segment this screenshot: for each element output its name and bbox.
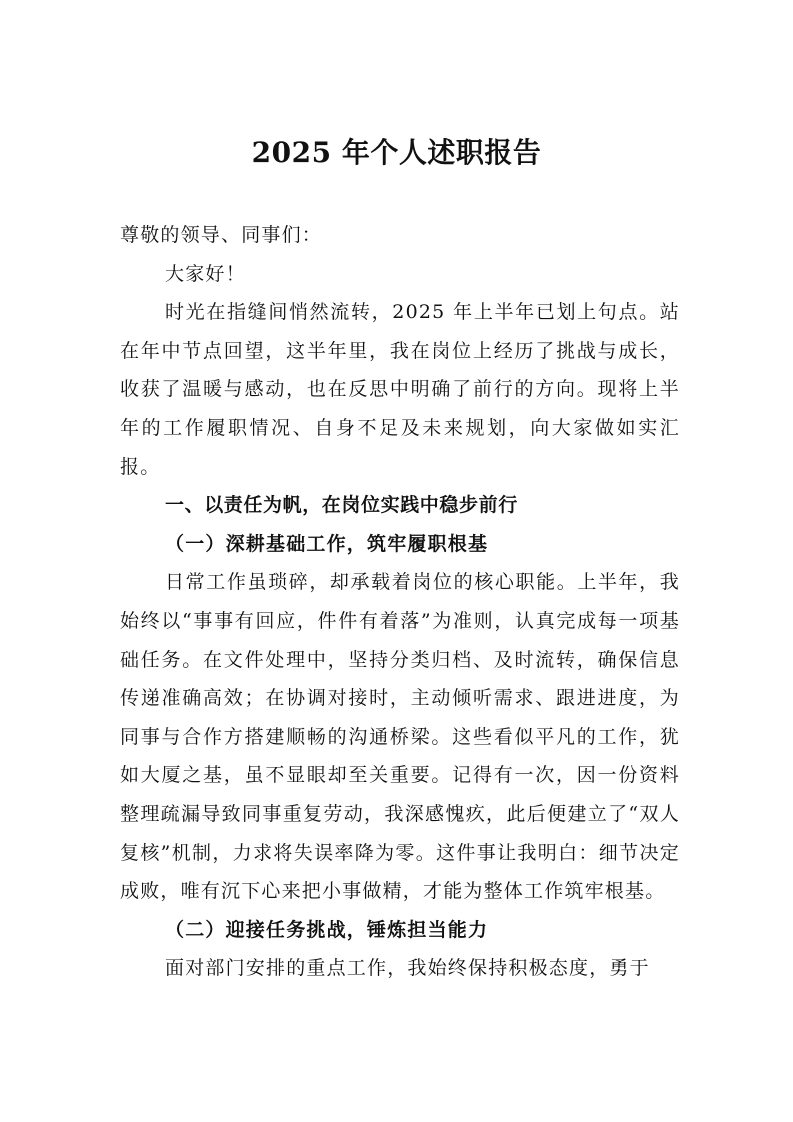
page-title: 2025 年个人述职报告 xyxy=(251,136,542,169)
subsection-2-paragraph: 面对部门安排的重点工作，我始终保持积极态度，勇于 xyxy=(165,957,650,980)
subsection-heading-1: （一）深耕基础工作，筑牢履职根基 xyxy=(165,532,489,555)
intro-paragraph: 时光在指缝间悄然流转，2025 年上半年已划上句点。站在年中节点回望，这半年里，我在岗位上经历了挑战与成长，收获了温暖与感动，也在反思中明确了前行的方向。现将上半年的工作履职情况、自身不足及未来规划，向大家做如实汇报。 xyxy=(120,301,680,478)
section-heading-1: 一、以责任为帆，在岗位实践中稳步前行 xyxy=(165,494,518,517)
salutation: 尊敬的领导、同事们： xyxy=(120,224,323,246)
subsection-heading-2: （二）迎接任务挑战，锤炼担当能力 xyxy=(165,918,489,941)
subsection-1-paragraph: 日常工作虽琐碎，却承载着岗位的核心职能。上半年，我始终以“事事有回应，件件有着落”为准则，认真完成每一项基础任务。在文件处理中，坚持分类归档、及时流转，确保信息传递准确高效；在协调对接时，主动倾听需求、跟进进度，为同事与合作方搭建顺畅的沟通桥梁。这些看似平凡的工作，犹如大厦之基，虽不显眼却至关重要。记得有一次，因一份资料整理疏漏导致同事重复劳动，我深感愧疚，此后便建立了“双人复核”机制，力求将失误率降为零。这件事让我明白：细节决定成败，唯有沉下心来把小事做精，才能为整体工作筑牢根基。 xyxy=(120,571,680,903)
document-body xyxy=(120,216,680,988)
greeting: 大家好！ xyxy=(165,262,246,285)
